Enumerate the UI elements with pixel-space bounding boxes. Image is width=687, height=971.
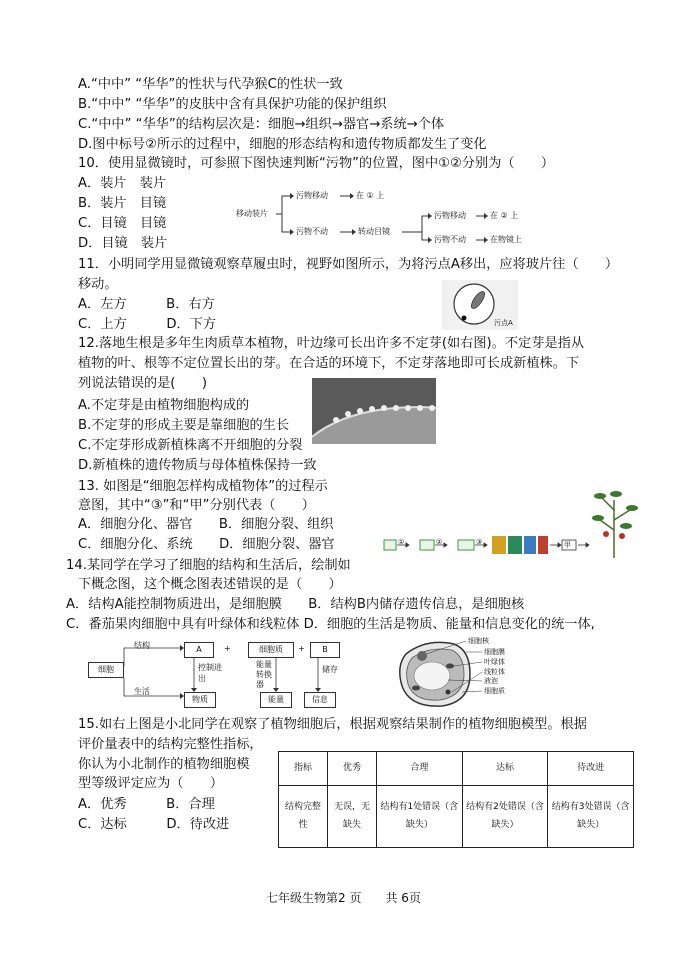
- rubric-header-cell: 指标: [279, 752, 328, 786]
- q12-stem-2: 植物的叶、根等不定位置长出的芽。在合适的环境下，不定芽落地即可长成新植株。下: [78, 356, 580, 371]
- rubric-cell: 结构有3处错误（含缺失）: [548, 785, 634, 847]
- jia-label: 甲: [564, 541, 571, 549]
- q12-option-a: A.不定芽是由植物细胞构成的: [78, 398, 250, 413]
- paramecium-view-figure: [442, 280, 518, 330]
- q12-option-b: B.不定芽的形成主要是靠细胞的生长: [78, 418, 290, 433]
- q9-option-c: C.“中中” “华华”的结构层次是：细胞→组织→器官→系统→个体: [78, 117, 445, 132]
- q12-stem-3: 列说法错误的是( ): [78, 376, 207, 391]
- rubric-row: [279, 785, 634, 847]
- rubric-cell: 无误，无缺失: [328, 785, 377, 847]
- cell-label-nucleus: 细胞核: [468, 637, 489, 645]
- rubric-header-cell: 合理: [377, 752, 463, 786]
- q11-options-ab: A．左方 B．右方: [78, 297, 215, 312]
- q11-stem: 11．小明同学用显微镜观察草履虫时，视野如图所示，为将污点A移出，应将玻片往（ ）: [78, 257, 619, 272]
- flow-start: 移动装片: [236, 209, 268, 218]
- cell-label-cytoplasm: 细胞质: [484, 687, 505, 695]
- plant-cell-model-figure: [392, 636, 522, 712]
- adventitious-bud-photo: [312, 378, 436, 444]
- concept-cytoplasm: 细胞质: [248, 642, 294, 658]
- q13-stem-1: 13. 如图是“细胞怎样构成植物体”的过程示: [78, 479, 328, 494]
- flow-on-objective: 在物镜上: [490, 235, 522, 244]
- q13-stem-2: 意图，其中“③”和“甲”分别代表（ ）: [78, 498, 315, 513]
- cell-label-chloroplast: 叶绿体: [484, 658, 505, 666]
- flow-dirt-still-2: 污物不动: [434, 235, 466, 244]
- concept-a: A: [184, 642, 214, 658]
- concept-info: 信息: [304, 692, 336, 708]
- concept-converter-label: 能量转换器: [256, 660, 272, 689]
- concept-cell: 细胞: [88, 662, 124, 678]
- q12-option-c: C.不定芽形成新植株离不开细胞的分裂: [78, 438, 303, 453]
- q10-option-d: D．目镜 装片: [78, 236, 168, 251]
- rubric-header-row: [279, 752, 634, 786]
- q14-stem-1: 14.某同学在学习了细胞的结构和生活后，绘制如: [66, 558, 351, 573]
- concept-energy: 能量: [260, 692, 292, 708]
- rubric-header-cell: 优秀: [328, 752, 377, 786]
- q12-option-d: D.新植株的遗传物质与母体植株保持一致: [78, 458, 317, 473]
- q9-option-d: D.图中标号②所示的过程中，细胞的形态结构和遗传物质都发生了变化: [78, 137, 487, 152]
- q13-options-ab: A．细胞分化、器官 B．细胞分裂、组织: [78, 517, 334, 532]
- page-footer: 七年级生物第2 页 共 6页: [266, 891, 421, 905]
- rubric-header-cell: 待改进: [548, 752, 634, 786]
- concept-b: B: [310, 642, 340, 658]
- dirt-a-label: 污点A: [494, 319, 513, 327]
- flow-on-2: 在 ② 上: [490, 211, 519, 220]
- evaluation-rubric-table: [278, 751, 634, 848]
- q14-options-ab: A．结构A能控制物质进出，是细胞膜 B．结构B内储存遗传信息，是细胞核: [66, 597, 525, 612]
- q15-options-ab: A．优秀 B．合理: [78, 797, 215, 812]
- rubric-cell: 结构有2处错误（含缺失）: [462, 785, 548, 847]
- concept-matter: 物质: [184, 692, 216, 708]
- microscope-flow-diagram: [236, 186, 536, 250]
- plant-structure-process-figure: [382, 480, 644, 560]
- q15-stem-1: 15.如右上图是小北同学在观察了植物细胞后，根据观察结果制作的植物细胞模型。根据: [78, 717, 587, 732]
- q15-stem-4: 型等级评定应为（ ）: [78, 776, 224, 791]
- concept-store-label: 储存: [322, 665, 338, 674]
- flow-on-1: 在 ① 上: [356, 191, 385, 200]
- concept-structure-label: 结构: [134, 641, 150, 650]
- q10-option-c: C．目镜 目镜: [78, 216, 167, 231]
- cell-label-mitochondria: 线粒体: [484, 668, 505, 676]
- q14-stem-2: 下概念图，这个概念图表述错误的是（ ）: [78, 577, 342, 592]
- concept-plus-1: +: [224, 644, 231, 653]
- q12-stem-1: 12.落地生根是多年生肉质草本植物，叶边缘可长出许多不定芽(如右图)。不定芽是指从: [78, 336, 585, 351]
- step-1-label: ①: [398, 538, 405, 546]
- q9-option-a: A.“中中” “华华”的性状与代孕猴C的性状一致: [78, 77, 343, 92]
- concept-life-label: 生活: [134, 687, 150, 696]
- q15-stem-3: 你认为小北制作的植物细胞模: [78, 757, 250, 772]
- q13-options-cd: C．细胞分化、系统 D．细胞分裂、器官: [78, 537, 335, 552]
- q10-option-b: B．装片 目镜: [78, 196, 167, 211]
- step-2-label: ②: [436, 538, 443, 546]
- cell-label-vacuole: 液泡: [484, 677, 498, 685]
- flow-dirt-still: 污物不动: [296, 227, 328, 236]
- q14-options-cd: C．番茄果肉细胞中具有叶绿体和线粒体 D．细胞的生活是物质、能量和信息变化的统一体,: [66, 617, 595, 632]
- rubric-header-cell: 达标: [462, 752, 548, 786]
- cell-label-membrane: 细胞膜: [484, 648, 505, 656]
- concept-control-label: 控制进出: [198, 663, 222, 683]
- cell-concept-map: [88, 640, 358, 708]
- q10-option-a: A．装片 装片: [78, 176, 167, 191]
- q10-stem: 10．使用显微镜时，可参照下图快速判断“污物”的位置，图中①②分别为（ ）: [78, 156, 555, 171]
- flow-rotate-eyepiece: 转动目镜: [358, 227, 390, 236]
- step-3-label: ③: [476, 538, 483, 546]
- rubric-cell: 结构完整性: [279, 785, 328, 847]
- q9-option-b: B.“中中” “华华”的皮肤中含有具保护功能的保护组织: [78, 97, 387, 112]
- q11-stem-2: 移动。: [78, 277, 118, 292]
- concept-plus-2: +: [298, 644, 305, 653]
- q15-options-cd: C．达标 D．待改进: [78, 817, 230, 832]
- flow-dirt-moves-2: 污物移动: [434, 211, 466, 220]
- q15-stem-2: 评价量表中的结构完整性指标，: [78, 737, 263, 752]
- q11-options-cd: C．上方 D．下方: [78, 317, 217, 332]
- rubric-cell: 结构有1处错误（含缺失）: [377, 785, 463, 847]
- flow-dirt-moves: 污物移动: [296, 191, 328, 200]
